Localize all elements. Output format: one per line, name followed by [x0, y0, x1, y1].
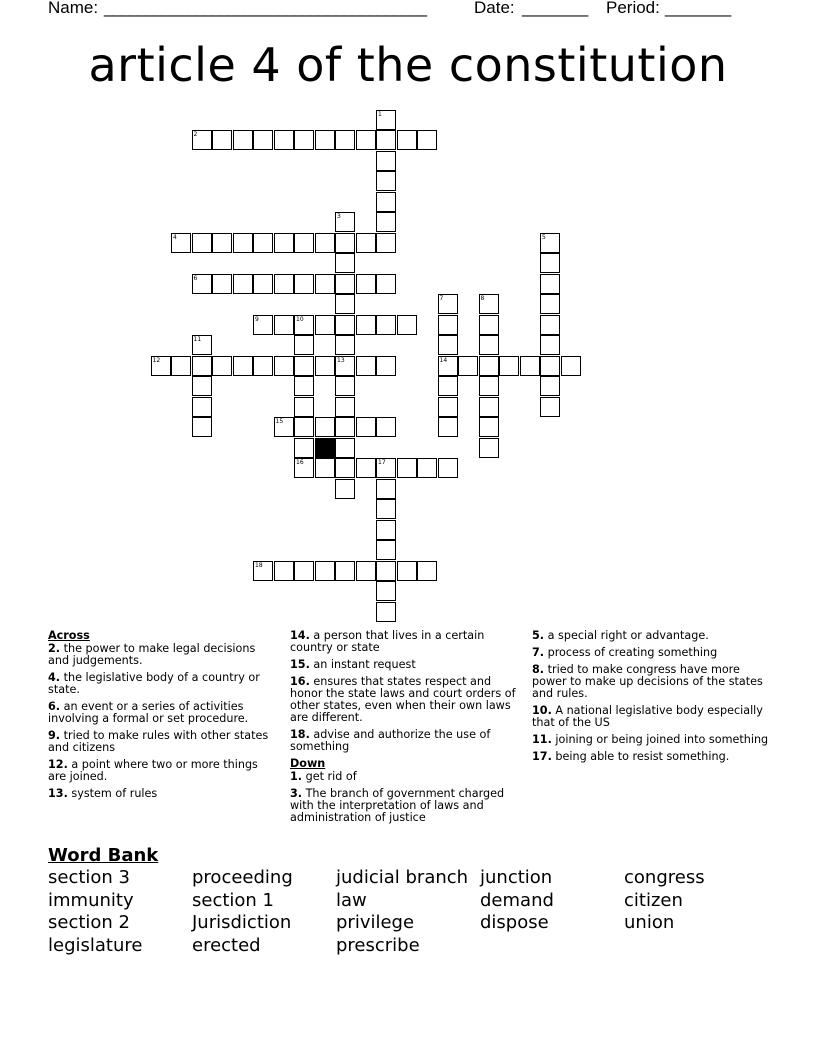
crossword-cell[interactable]: [212, 130, 232, 150]
crossword-cell[interactable]: [376, 151, 396, 171]
crossword-cell[interactable]: [438, 335, 458, 355]
word-bank-word: privilege: [336, 912, 415, 933]
crossword-cell[interactable]: [335, 417, 355, 437]
clues-column-2: [290, 630, 525, 829]
clue-number: 8: [480, 295, 485, 302]
crossword-cell[interactable]: [192, 274, 212, 294]
word-bank-word: citizen: [624, 889, 683, 911]
crossword-cell[interactable]: [540, 274, 560, 294]
clue-number-label: 15.: [290, 658, 310, 671]
period-label: Period:: [606, 0, 660, 17]
crossword-cell[interactable]: [294, 315, 314, 335]
page-title: article 4 of the constitution: [88, 38, 728, 92]
crossword-cell[interactable]: [335, 294, 355, 314]
crossword-cell[interactable]: [376, 233, 396, 253]
crossword-cell[interactable]: [294, 274, 314, 294]
date-field[interactable]: _______: [522, 0, 589, 17]
crossword-cell[interactable]: [315, 356, 335, 376]
crossword-cell[interactable]: [274, 274, 294, 294]
word-bank-word: union: [624, 912, 675, 933]
clue-number-label: 14.: [290, 629, 310, 642]
crossword-cell[interactable]: [479, 397, 499, 417]
clue-number: 11: [193, 336, 202, 343]
clue-item: [532, 664, 772, 700]
clue-number-label: 1.: [290, 770, 303, 783]
clue-text: system of rules: [67, 787, 158, 800]
crossword-cell[interactable]: [356, 458, 376, 478]
crossword-cell[interactable]: [540, 397, 560, 417]
word-bank-word: congress: [624, 867, 705, 888]
crossword-cell[interactable]: [356, 274, 376, 294]
across-heading: Across: [48, 629, 90, 642]
crossword-cell[interactable]: [171, 233, 191, 253]
crossword-cell[interactable]: [335, 274, 355, 294]
crossword-cell[interactable]: [335, 253, 355, 273]
clue-number-label: 12.: [48, 758, 68, 771]
clue-number-label: 10.: [532, 704, 552, 717]
clue-item: [290, 676, 525, 724]
crossword-cell[interactable]: [335, 315, 355, 335]
crossword-cell[interactable]: [438, 397, 458, 417]
crossword-cell[interactable]: [192, 376, 212, 396]
down-heading: Down: [290, 757, 326, 770]
crossword-cell[interactable]: [294, 335, 314, 355]
clue-item: [532, 751, 772, 763]
crossword-cell[interactable]: [335, 212, 355, 232]
clue-number-label: 18.: [290, 728, 310, 741]
crossword-cell[interactable]: [274, 417, 294, 437]
crossword-cell[interactable]: [192, 233, 212, 253]
crossword-cell[interactable]: [274, 356, 294, 376]
clue-item: [48, 643, 278, 667]
crossword-cell[interactable]: [540, 335, 560, 355]
crossword-cell[interactable]: [479, 356, 499, 376]
clue-number-label: 2.: [48, 642, 61, 655]
crossword-cell[interactable]: [335, 376, 355, 396]
clue-text: an event or a series of activities involving a formal or set procedure.: [48, 700, 249, 725]
crossword-cell[interactable]: [397, 130, 417, 150]
clue-number: 12: [152, 356, 161, 364]
word-bank-column: [48, 867, 192, 957]
crossword-cell[interactable]: [356, 315, 376, 335]
crossword-cell[interactable]: [479, 294, 499, 314]
crossword-cell[interactable]: [540, 356, 560, 376]
crossword-cell[interactable]: [417, 458, 437, 478]
crossword-cell[interactable]: [376, 315, 396, 335]
crossword-cell[interactable]: [233, 356, 253, 376]
crossword-cell[interactable]: [376, 499, 396, 519]
clue-number-label: 13.: [48, 787, 68, 800]
clue-number-label: 3.: [290, 787, 303, 800]
word-bank-column: [336, 867, 480, 957]
crossword-cell[interactable]: [294, 417, 314, 437]
word-bank-word: section 3: [48, 867, 131, 888]
clue-number: 1: [378, 110, 382, 118]
clue-text: a point where two or more things are joined.: [48, 758, 258, 783]
word-bank-column: [480, 867, 624, 935]
crossword-cell[interactable]: [253, 130, 273, 150]
crossword-cell[interactable]: [233, 130, 253, 150]
crossword-cell[interactable]: [376, 458, 396, 478]
clue-number-label: 17.: [532, 750, 552, 763]
crossword-cell[interactable]: [397, 561, 417, 581]
crossword-cell[interactable]: [294, 130, 314, 150]
crossword-cell[interactable]: [274, 561, 294, 581]
clue-item: [290, 630, 525, 654]
crossword-cell[interactable]: [376, 561, 396, 581]
name-label: Name:: [48, 0, 99, 17]
clue-number-label: 8.: [532, 663, 545, 676]
crossword-cell[interactable]: [376, 171, 396, 191]
clue-number: 16: [296, 459, 304, 466]
clue-number: 6: [193, 274, 198, 282]
clue-item: [290, 729, 525, 753]
crossword-cell[interactable]: [417, 561, 437, 581]
clue-item: [532, 647, 772, 659]
crossword-cell[interactable]: [335, 335, 355, 355]
clue-number-label: 4.: [48, 671, 61, 684]
crossword-cell[interactable]: [438, 315, 458, 335]
crossword-cell[interactable]: [253, 561, 273, 581]
crossword-cell[interactable]: [356, 356, 376, 376]
crossword-cell[interactable]: [458, 356, 478, 376]
clue-text: ensures that states respect and honor the state laws and court orders of other states, even when their own laws are different.: [290, 675, 516, 724]
crossword-cell[interactable]: [274, 315, 294, 335]
clue-number: 5: [542, 233, 546, 241]
crossword-cell[interactable]: [315, 274, 335, 294]
crossword-cell[interactable]: [397, 458, 417, 478]
crossword-cell[interactable]: [171, 356, 191, 376]
word-bank-word: erected: [192, 934, 261, 956]
word-bank-word: Jurisdiction: [192, 912, 292, 933]
clue-number: 10: [296, 315, 304, 323]
crossword-cell[interactable]: [315, 130, 335, 150]
crossword-cell[interactable]: [294, 458, 314, 478]
word-bank-word: demand: [480, 889, 554, 911]
crossword-cell[interactable]: [335, 397, 355, 417]
crossword-cell[interactable]: [212, 233, 232, 253]
clue-item: [48, 672, 278, 696]
crossword-cell[interactable]: [192, 397, 212, 417]
crossword-cell[interactable]: [294, 356, 314, 376]
crossword-cell[interactable]: [212, 274, 232, 294]
clue-text: being able to resist something.: [551, 750, 730, 763]
word-bank-column: [192, 867, 336, 957]
crossword-cell[interactable]: [438, 458, 458, 478]
crossword-cell[interactable]: [212, 356, 232, 376]
word-bank-column: [624, 867, 768, 935]
clue-number: 7: [439, 295, 444, 302]
clue-text: a special right or advantage.: [544, 629, 709, 642]
crossword-cell[interactable]: [479, 417, 499, 437]
crossword-cell[interactable]: [376, 192, 396, 212]
crossword-cell[interactable]: [376, 274, 396, 294]
clue-number-label: 7.: [532, 646, 545, 659]
crossword-cell[interactable]: [479, 335, 499, 355]
crossword-cell[interactable]: [376, 540, 396, 560]
crossword-cell[interactable]: [192, 417, 212, 437]
clue-item: [48, 788, 278, 800]
crossword-cell[interactable]: [315, 561, 335, 581]
crossword-cell[interactable]: [151, 356, 171, 376]
clue-item: [48, 701, 278, 725]
crossword-cell[interactable]: [335, 233, 355, 253]
clue-text: tried to make congress have more power to make up decisions of the states and rules.: [532, 663, 763, 700]
crossword-cell[interactable]: [540, 253, 560, 273]
word-bank-title: Word Bank: [48, 845, 159, 866]
clue-text: the power to make legal decisions and judgements.: [48, 642, 256, 667]
crossword-cell[interactable]: [274, 233, 294, 253]
clue-number: 13: [337, 356, 345, 364]
word-bank-word: law: [336, 889, 367, 911]
name-field[interactable]: _______________________________________: [104, 0, 426, 17]
crossword-cell[interactable]: [253, 233, 273, 253]
clue-number: 3: [337, 213, 341, 220]
word-bank-word: legislature: [48, 934, 143, 956]
crossword-cell[interactable]: [479, 315, 499, 335]
crossword-cell[interactable]: [376, 130, 396, 150]
clue-number: 2: [193, 131, 198, 138]
clue-number: 18: [255, 561, 263, 569]
crossword-cell[interactable]: [479, 438, 499, 458]
crossword-cell[interactable]: [540, 233, 560, 253]
clue-text: an instant request: [309, 658, 416, 671]
clue-item: [290, 771, 525, 783]
word-bank-word: section 1: [192, 889, 275, 911]
clue-number: 9: [255, 315, 259, 323]
crossword-cell[interactable]: [356, 561, 376, 581]
crossword-cell[interactable]: [376, 417, 396, 437]
crossword-cell[interactable]: [315, 417, 335, 437]
crossword-cell[interactable]: [192, 356, 212, 376]
word-bank-word: proceeding: [192, 867, 293, 888]
clue-text: tried to make rules with other states and citizens: [48, 729, 269, 754]
crossword-cell[interactable]: [356, 233, 376, 253]
crossword-cell[interactable]: [294, 376, 314, 396]
crossword-cell[interactable]: [335, 130, 355, 150]
crossword-cell[interactable]: [253, 315, 273, 335]
clue-item: [48, 759, 278, 783]
clue-text: The branch of government charged with the interpretation of laws and administration of justice: [290, 787, 505, 824]
crossword-cell[interactable]: [192, 335, 212, 355]
clue-number: 15: [275, 418, 284, 425]
word-bank-word: junction: [480, 867, 553, 888]
crossword-cell[interactable]: [376, 110, 396, 130]
clue-text: a person that lives in a certain country or state: [290, 629, 485, 654]
crossword-cell[interactable]: [561, 356, 581, 376]
clue-text: joining or being joined into something: [551, 733, 769, 746]
crossword-cell[interactable]: [540, 376, 560, 396]
word-bank-word: dispose: [480, 912, 549, 933]
clue-number: 14: [439, 356, 448, 364]
crossword-cell[interactable]: [294, 561, 314, 581]
crossword-cell[interactable]: [356, 130, 376, 150]
word-bank-word: prescribe: [336, 934, 420, 956]
crossword-cell[interactable]: [315, 458, 335, 478]
clue-number-label: 16.: [290, 675, 310, 688]
crossword-cell[interactable]: [294, 397, 314, 417]
crossword-cell[interactable]: [233, 233, 253, 253]
clue-item: [48, 730, 278, 754]
word-bank-word: judicial branch: [336, 867, 469, 888]
clue-text: the legislative body of a country or state.: [48, 671, 260, 696]
clue-item: [290, 788, 525, 824]
crossword-cell[interactable]: [376, 479, 396, 499]
clue-number-label: 5.: [532, 629, 545, 642]
crossword-cell[interactable]: [356, 417, 376, 437]
clue-text: get rid of: [302, 770, 357, 783]
crossword-cell[interactable]: [499, 356, 519, 376]
crossword-cell[interactable]: [253, 274, 273, 294]
clues-column-3: [532, 630, 772, 768]
crossword-cell[interactable]: [376, 581, 396, 601]
crossword-cell[interactable]: [335, 458, 355, 478]
crossword-cell[interactable]: [540, 315, 560, 335]
crossword-cell[interactable]: [520, 356, 540, 376]
crossword-cell[interactable]: [540, 294, 560, 314]
clue-text: advise and authorize the use of something: [290, 728, 491, 753]
crossword-cell[interactable]: [335, 561, 355, 581]
crossword-cell[interactable]: [438, 376, 458, 396]
clue-number-label: 9.: [48, 729, 61, 742]
clue-text: A national legislative body especially that of the US: [532, 704, 763, 729]
clue-item: [290, 659, 525, 671]
clues-column-1: [48, 630, 278, 805]
clue-item: [532, 734, 772, 746]
clue-text: process of creating something: [544, 646, 718, 659]
crossword-cell[interactable]: [438, 356, 458, 376]
crossword-cell[interactable]: [376, 602, 396, 622]
word-bank-word: section 2: [48, 912, 131, 933]
crossword-cell[interactable]: [233, 274, 253, 294]
crossword-cell[interactable]: [253, 356, 273, 376]
crossword-cell[interactable]: [479, 376, 499, 396]
crossword-cell[interactable]: [438, 294, 458, 314]
clue-number: 17: [378, 459, 386, 466]
crossword-cell[interactable]: [438, 417, 458, 437]
crossword-cell[interactable]: [274, 130, 294, 150]
clue-item: [532, 630, 772, 642]
clue-number-label: 11.: [532, 733, 552, 746]
crossword-cell[interactable]: [376, 520, 396, 540]
crossword-cell[interactable]: [294, 233, 314, 253]
clue-item: [532, 705, 772, 729]
crossword-cell[interactable]: [335, 479, 355, 499]
crossword-cell[interactable]: [315, 315, 335, 335]
crossword-cell[interactable]: [376, 212, 396, 232]
crossword-cell[interactable]: [335, 356, 355, 376]
crossword-cell[interactable]: [192, 130, 212, 150]
crossword-cell[interactable]: [397, 315, 417, 335]
crossword-cell[interactable]: [376, 356, 396, 376]
crossword-cell[interactable]: [294, 438, 314, 458]
period-field[interactable]: _______: [665, 0, 732, 17]
black-square: [315, 438, 335, 458]
date-label: Date:: [474, 0, 515, 17]
word-bank-word: immunity: [48, 889, 134, 911]
clue-number: 4: [173, 233, 177, 241]
crossword-cell[interactable]: [417, 130, 437, 150]
crossword-cell[interactable]: [315, 233, 335, 253]
clue-number-label: 6.: [48, 700, 61, 713]
crossword-cell[interactable]: [335, 438, 355, 458]
